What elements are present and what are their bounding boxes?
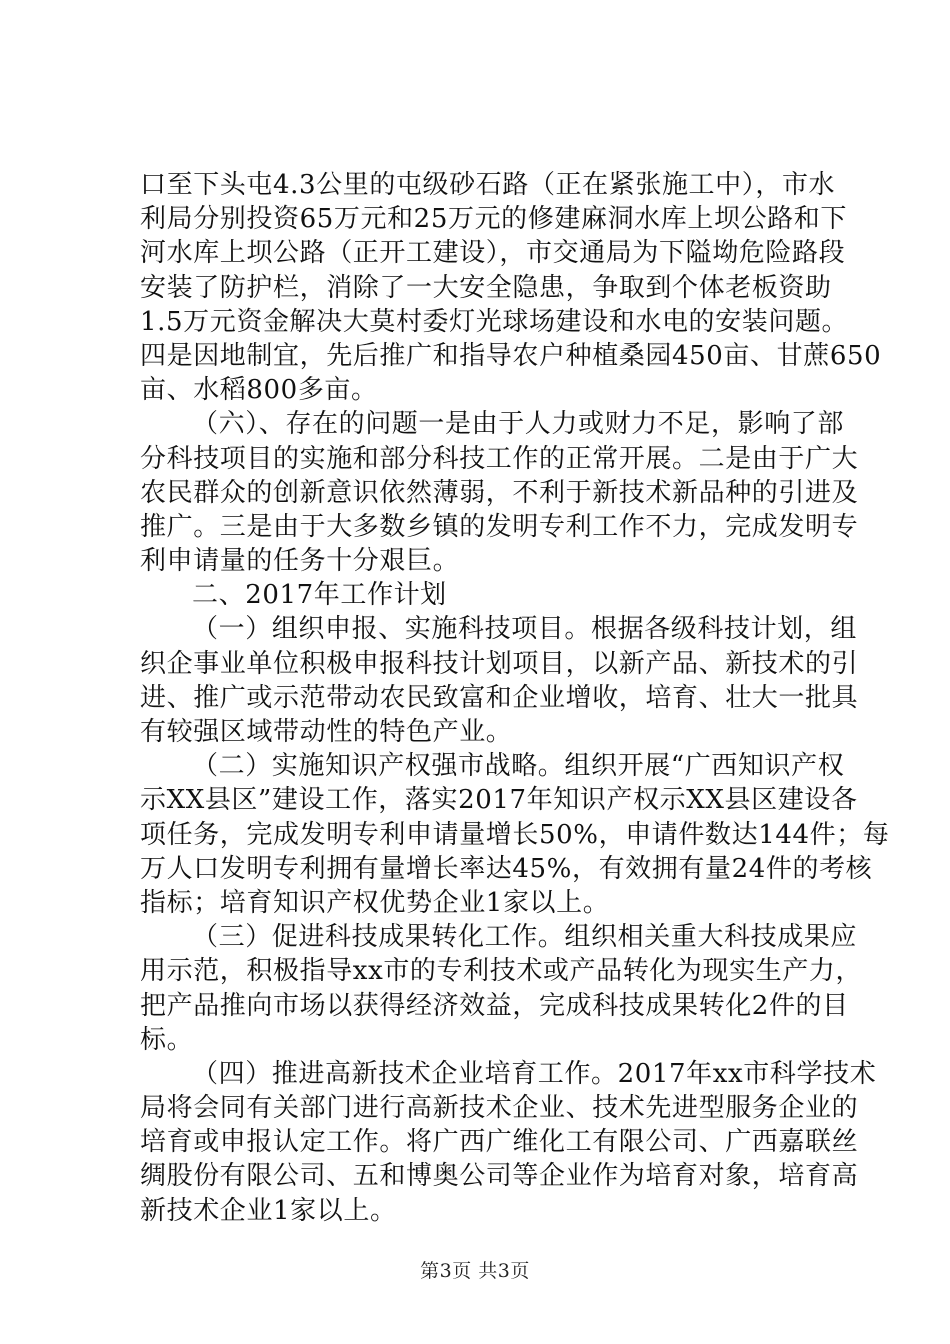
paragraph-first-line: （二）实施知识产权强市战略。组织开展“广西知识产权	[192, 751, 845, 782]
body-line: 安装了防护栏，消除了一大安全隐患，争取到个体老板资助	[140, 272, 832, 303]
body-line: 利局分别投资65万元和25万元的修建麻洞水库上坝公路和下	[140, 204, 847, 235]
body-line: 亩、水稻800多亩。	[140, 375, 378, 406]
page-number-footer: 第3页 共3页	[420, 1260, 530, 1282]
body-line: 把产品推向市场以获得经济效益，完成科技成果转化2件的目	[140, 990, 849, 1021]
body-line: 标。	[140, 1024, 194, 1055]
paragraph-first-line: （三）促进科技成果转化工作。组织相关重大科技成果应	[192, 922, 858, 953]
body-line: 绸股份有限公司、五和博奥公司等企业作为培育对象，培育高	[140, 1161, 859, 1192]
body-line: 局将会同有关部门进行高新技术企业、技术先进型服务企业的	[140, 1093, 859, 1124]
body-line: 培育或申报认定工作。将广西广维化工有限公司、广西嘉联丝	[140, 1127, 859, 1158]
paragraph-first-line: （一）组织申报、实施科技项目。根据各级科技计划，组	[192, 614, 858, 645]
body-line: 万人口发明专利拥有量增长率达45%，有效拥有量24件的考核	[140, 853, 873, 884]
paragraph-first-line: （六）、存在的问题一是由于人力或财力不足，影响了部	[192, 409, 845, 440]
body-line: 1.5万元资金解决大莫村委灯光球场建设和水电的安装问题。	[140, 306, 849, 337]
paragraph-first-line: （四）推进高新技术企业培育工作。2017年xx市科学技术	[192, 1058, 877, 1089]
body-line: 分科技项目的实施和部分科技工作的正常开展。二是由于广大	[140, 443, 859, 474]
body-line: 新技术企业1家以上。	[140, 1195, 397, 1226]
body-line: 口至下头屯4.3公里的屯级砂石路（正在紧张施工中），市水	[140, 170, 836, 200]
body-line: 推广。三是由于大多数乡镇的发明专利工作不力，完成发明专	[140, 511, 859, 542]
body-line: 利申请量的任务十分艰巨。	[140, 546, 460, 577]
body-line: 织企事业单位积极申报科技计划项目，以新产品、新技术的引	[140, 648, 859, 679]
document-body	[140, 168, 890, 1228]
body-line: 用示范，积极指导xx市的专利技术或产品转化为现实生产力，	[140, 956, 863, 987]
body-line: 项任务，完成发明专利申请量增长50%，申请件数达144件；每	[140, 819, 890, 850]
body-line: 有较强区域带动性的特色产业。	[140, 717, 513, 747]
body-line: 进、推广或示范带动农民致富和企业增收，培育、壮大一批具	[140, 682, 859, 713]
body-line: 示XX县区”建设工作，落实2017年知识产权示XX县区建设各	[140, 785, 858, 816]
section-heading: 二、2017年工作计划	[192, 580, 447, 611]
body-line: 河水库上坝公路（正开工建设），市交通局为下隘坳危险路段	[140, 238, 846, 269]
body-line: 农民群众的创新意识依然薄弱，不利于新技术新品种的引进及	[140, 477, 859, 508]
body-line: 指标；培育知识产权优势企业1家以上。	[140, 887, 610, 918]
body-line: 四是因地制宜，先后推广和指导农户种植桑园450亩、甘蔗650	[140, 340, 882, 371]
